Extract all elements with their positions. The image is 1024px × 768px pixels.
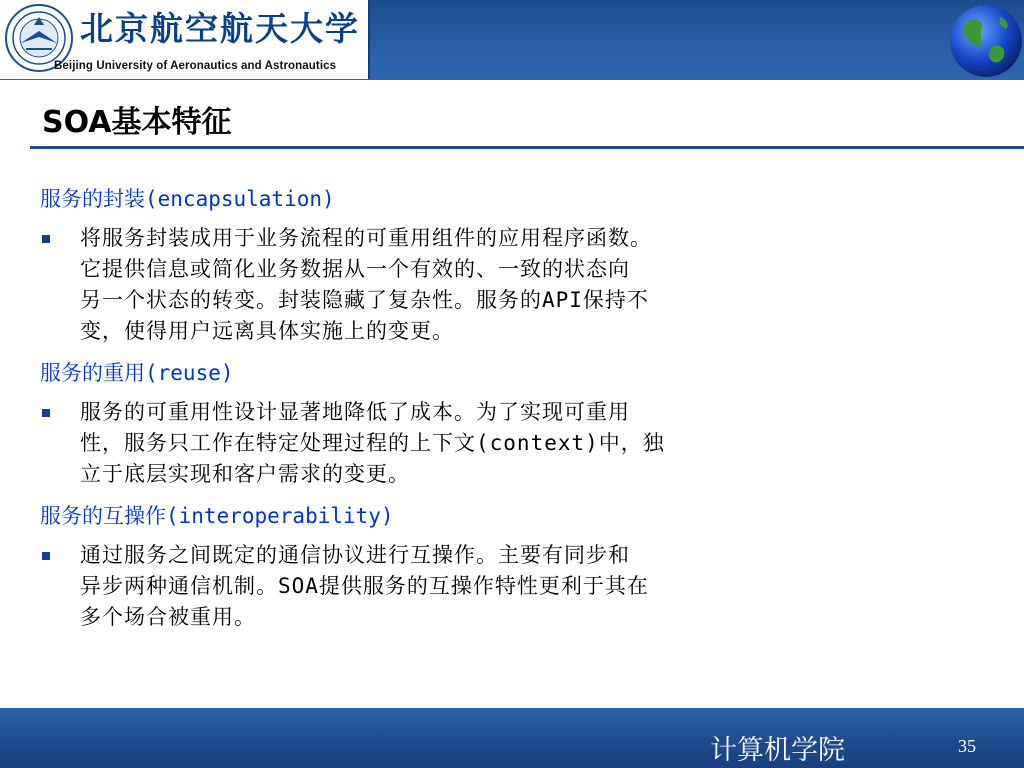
school-name-cn: 北京航空航天大学 — [80, 9, 360, 48]
bullet-line: 将服务封装成用于业务流程的可重用组件的应用程序函数。 — [80, 226, 652, 250]
bullet-item-encapsulation — [40, 223, 880, 347]
bullet-square-icon — [42, 235, 50, 243]
bullet-line: 另一个状态的转变。封装隐藏了复杂性。服务的API保持不 — [80, 288, 649, 312]
bullet-line: 异步两种通信机制。SOA提供服务的互操作特性更利于其在 — [80, 574, 649, 598]
bullet-item-reuse — [40, 397, 880, 490]
section-heading-interoperability: 服务的互操作(interoperability) — [40, 504, 394, 528]
footer-department-label: 计算机学院 — [710, 735, 845, 766]
section-heading-encapsulation: 服务的封装(encapsulation) — [40, 187, 335, 211]
bullet-line: 服务的可重用性设计显著地降低了成本。为了实现可重用 — [80, 400, 630, 424]
title-divider — [30, 146, 1024, 149]
section-heading-reuse: 服务的重用(reuse) — [40, 361, 234, 385]
bullet-item-interoperability — [40, 540, 880, 633]
bullet-square-icon — [42, 552, 50, 560]
school-name-en: Beijing University of Aeronautics and Astronautics — [54, 60, 337, 72]
globe-icon — [948, 3, 1024, 79]
slide-title: SOA基本特征 — [42, 105, 232, 140]
bullet-line: 变，使得用户远离具体实施上的变更。 — [80, 319, 454, 343]
page-number: 35 — [958, 736, 976, 756]
bullet-square-icon — [42, 409, 50, 417]
bullet-line: 立于底层实现和客户需求的变更。 — [80, 462, 410, 486]
bullet-line: 通过服务之间既定的通信协议进行互操作。主要有同步和 — [80, 543, 630, 567]
university-logo — [0, 0, 370, 79]
footer-band — [0, 708, 1024, 768]
bullet-line: 它提供信息或简化业务数据从一个有效的、一致的状态向 — [80, 257, 630, 281]
bullet-line: 多个场合被重用。 — [80, 605, 256, 629]
bullet-line: 性，服务只工作在特定处理过程的上下文(context)中，独 — [80, 431, 665, 455]
slide-content — [40, 183, 900, 643]
